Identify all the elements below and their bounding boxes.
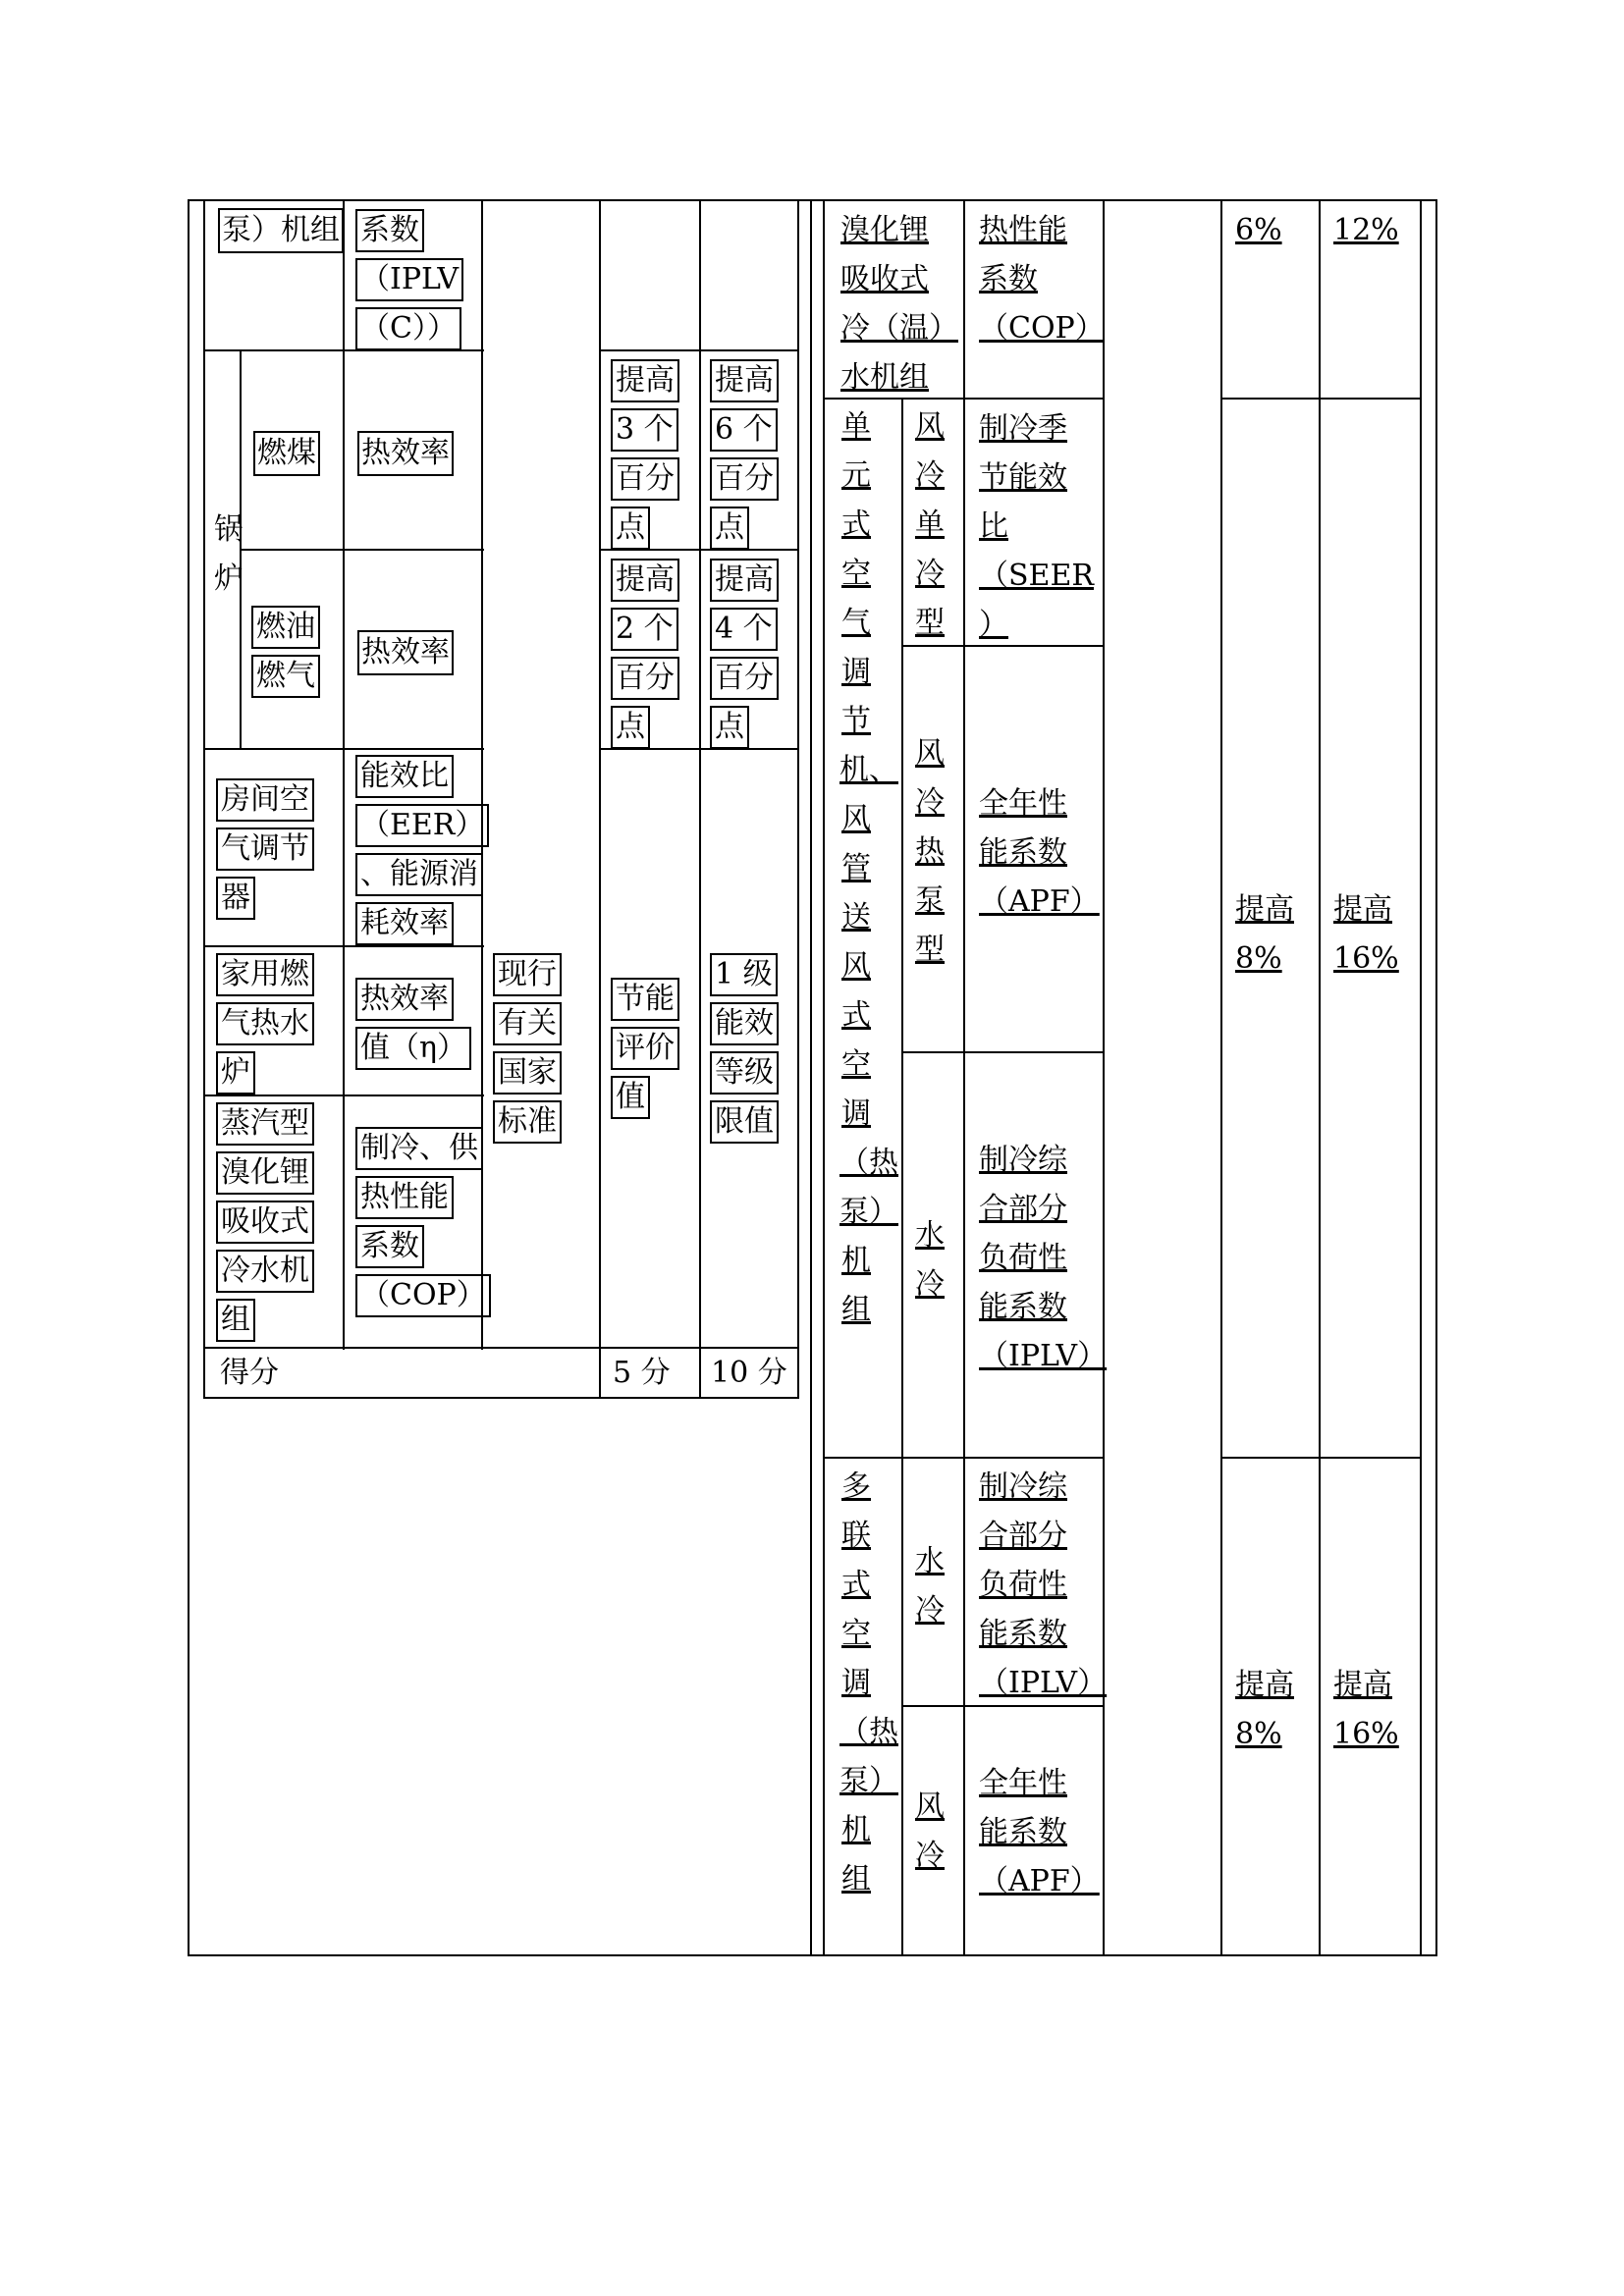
right-col-sep-10pt xyxy=(1319,199,1321,1956)
merged-standard: 现行 有关 国家 标准 xyxy=(493,950,562,1147)
page-divider-1 xyxy=(810,199,812,1956)
boiler-oil-label: 燃油 燃气 xyxy=(251,603,320,701)
unit-ac-sub1-metric: 制冷季 节能效 比 （SEER ） xyxy=(979,411,1094,642)
score-five: 5 分 xyxy=(613,1356,671,1390)
unit-ac-group-label: 单元式空气调节机、风管送风式空调（热泵）机组 xyxy=(839,409,898,1327)
boiler-coal-5pt: 提高 3 个 百分 点 xyxy=(611,356,679,553)
left-col-sep-3 xyxy=(599,199,601,1399)
multi-ac-sub1-metric: 制冷综 合部分 负荷性 能系数 （IPLV） xyxy=(979,1469,1108,1700)
left-hline-2 xyxy=(240,549,484,551)
boiler-group-label: 锅 炉 xyxy=(214,512,244,596)
left-row1-name: 泵）机组 xyxy=(218,206,344,261)
unit-ac-sub1-label: 风冷单冷型 xyxy=(915,409,945,640)
water-heater-name: 家用燃 气热水 炉 xyxy=(216,950,314,1097)
multi-ac-sub-col xyxy=(901,1458,903,1956)
page-divider-2 xyxy=(823,199,825,1956)
unit-ac-10pt: 提高 16% xyxy=(1333,892,1399,976)
lithium-chiller-name: 溴化锂 吸收式 冷（温） 水机组 xyxy=(840,213,958,395)
left-hline-3 xyxy=(203,748,484,750)
unit-ac-5pt: 提高 8% xyxy=(1235,892,1294,976)
merged-5pt-criterion: 节能 评价 值 xyxy=(611,975,679,1122)
lithium-10pt: 12% xyxy=(1333,213,1399,247)
multi-ac-sub1-label: 水冷 xyxy=(915,1544,945,1628)
left-hline-7 xyxy=(203,1397,799,1399)
right-col-sep-metric xyxy=(963,199,965,1956)
multi-ac-sub2-label: 风冷 xyxy=(915,1789,945,1873)
unit-ac-sub2-label: 风冷热泵型 xyxy=(915,736,945,967)
right-hline-4 xyxy=(823,1457,1103,1459)
unit-ac-sub2-metric: 全年性 能系数 （APF） xyxy=(979,786,1100,919)
right-table-border-right xyxy=(1420,199,1422,1956)
right-col-sep-5pt xyxy=(1220,199,1222,1956)
unit-ac-sub-col xyxy=(901,399,903,1458)
boiler-coal-label: 燃煤 xyxy=(253,429,320,484)
lithium-5pt: 6% xyxy=(1235,213,1282,247)
left-hline-1b xyxy=(599,349,799,351)
multi-ac-10pt: 提高 16% xyxy=(1333,1668,1399,1751)
left-row1-metric: 系数 （IPLV （C）） xyxy=(355,206,463,353)
water-heater-metric: 热效率 值（η） xyxy=(355,975,471,1073)
boiler-coal-10pt: 提高 6 个 百分 点 xyxy=(710,356,779,553)
lithium-chiller-metric: 热性能 系数 （COP） xyxy=(979,213,1105,346)
merged-10pt-criterion: 1 级 能效 等级 限值 xyxy=(710,950,779,1147)
left-col-sep-1 xyxy=(343,199,345,1350)
boiler-coal-metric: 热效率 xyxy=(357,429,454,484)
right-hline-1b xyxy=(1220,398,1422,400)
multi-ac-sub2-metric: 全年性 能系数 （APF） xyxy=(979,1766,1100,1898)
left-hline-6 xyxy=(203,1347,799,1349)
right-hline-4b xyxy=(1220,1457,1422,1459)
boiler-oil-10pt: 提高 4 个 百分 点 xyxy=(710,556,779,752)
score-label: 得分 xyxy=(220,1356,279,1390)
multi-ac-group-label: 多联式空调（热泵）机组 xyxy=(839,1469,898,1896)
room-ac-metric: 能效比 （EER） 、能源消 耗效率 xyxy=(355,752,489,948)
left-table-border-right xyxy=(797,199,799,1399)
left-table-border-left xyxy=(203,199,205,1399)
steam-chiller-name: 蒸汽型 溴化锂 吸收式 冷水机 组 xyxy=(216,1099,314,1345)
unit-ac-sub3-metric: 制冷综 合部分 负荷性 能系数 （IPLV） xyxy=(979,1143,1108,1373)
score-ten: 10 分 xyxy=(711,1356,787,1390)
unit-ac-sub3-label: 水冷 xyxy=(915,1218,945,1302)
room-ac-name: 房间空 气调节 器 xyxy=(216,775,314,923)
steam-chiller-metric: 制冷、供 热性能 系数 （COP） xyxy=(355,1124,491,1320)
right-hline-3 xyxy=(901,1051,1103,1053)
multi-ac-5pt: 提高 8% xyxy=(1235,1668,1294,1751)
boiler-oil-metric: 热效率 xyxy=(357,628,454,683)
boiler-oil-5pt: 提高 2 个 百分 点 xyxy=(611,556,679,752)
left-col-sep-4 xyxy=(699,199,701,1399)
